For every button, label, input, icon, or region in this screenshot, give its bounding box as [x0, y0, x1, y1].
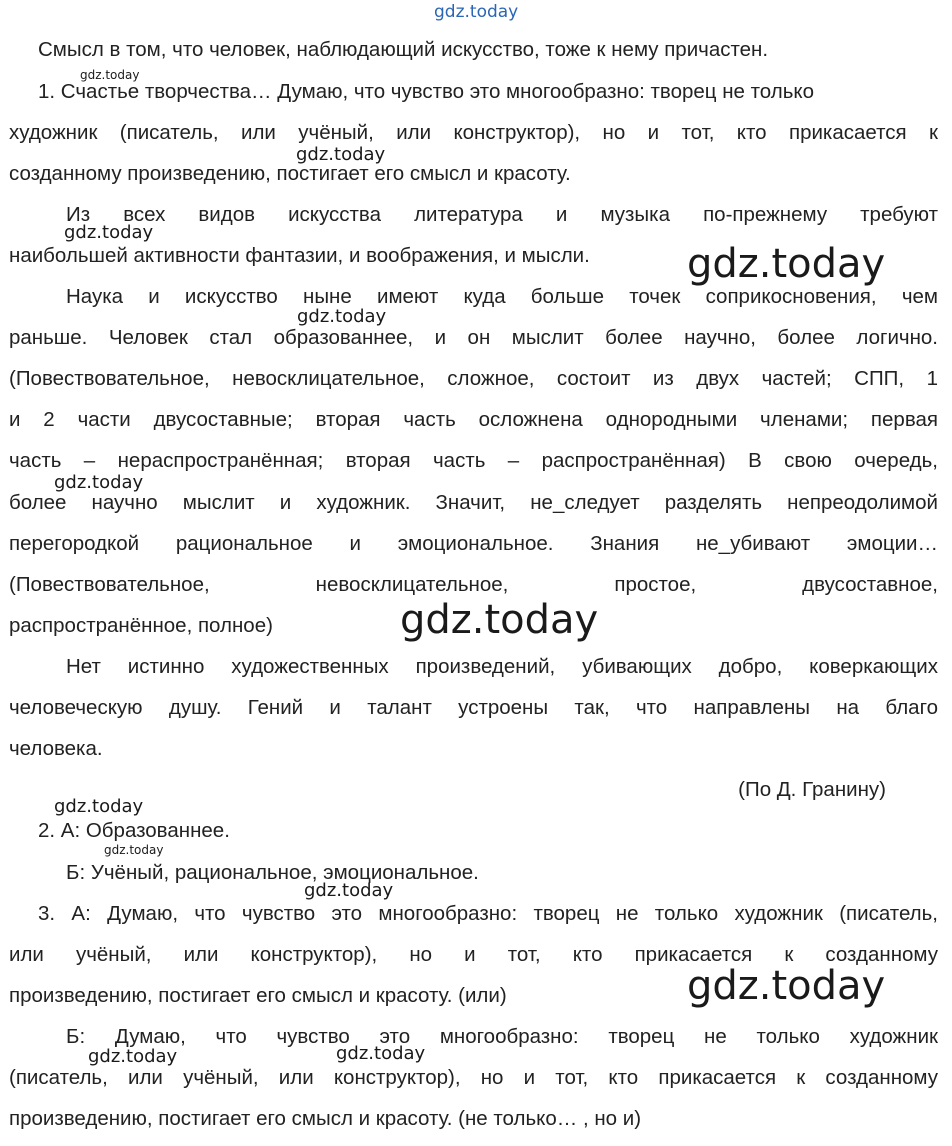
text-line-1: Смысл в том, что человек, наблюдающий искусство, тоже к нему причастен. [38, 38, 769, 61]
answer-3a-line-1: 3. А: Думаю, что чувство это многообразно: творец не только художник (писатель, [38, 902, 938, 925]
watermark-12: gdz.today [88, 1046, 178, 1067]
text-line-17: человеческую душу. Гений и талант устроены так, что направлены на благо [9, 696, 938, 719]
watermark-5: gdz.today [297, 306, 387, 327]
text-line-11: часть – нераспространённая; вторая часть – распространённая) В свою очередь, [9, 449, 938, 472]
answer-3b-line-1: Б: Думаю, что чувство это многообразно: творец не только художник [66, 1025, 938, 1048]
watermark-8: gdz.today [54, 796, 144, 817]
watermark-4: gdz.today [687, 241, 886, 287]
text-line-14: (Повествовательное, невосклицательное, простое, двусоставное, [9, 573, 938, 596]
source-attribution: (По Д. Гранину) [738, 778, 886, 801]
watermark-7: gdz.today [400, 597, 599, 643]
text-line-10: и 2 части двусоставные; вторая часть осложнена однородными членами; первая [9, 408, 938, 431]
text-line-8: раньше. Человек стал образованнее, и он мыслит более научно, более логично. [9, 326, 938, 349]
answer-2a: 2. А: Образованнее. [38, 819, 230, 842]
text-line-18: человека. [9, 737, 103, 760]
watermark-10: gdz.today [304, 880, 394, 901]
watermark-top: gdz.today [434, 2, 519, 22]
text-line-9: (Повествовательное, невосклицательное, сложное, состоит из двух частей; СПП, 1 [9, 367, 938, 390]
text-line-5: Из всех видов искусства литература и музыка по-прежнему требуют [66, 203, 938, 226]
text-line-13: перегородкой рациональное и эмоциональное. Знания не_убивают эмоции… [9, 532, 938, 555]
text-line-3: художник (писатель, или учёный, или конструктор), но и тот, кто прикасается к [9, 121, 938, 144]
watermark-2: gdz.today [296, 144, 386, 165]
answer-2b: Б: Учёный, рациональное, эмоциональное. [66, 861, 479, 884]
answer-3a-line-2: или учёный, или конструктор), но и тот, кто прикасается к созданному [9, 943, 938, 966]
text-line-2: 1. Счастье творчества… Думаю, что чувство это многообразно: творец не только [38, 80, 814, 103]
text-line-4: созданному произведению, постигает его смысл и красоту. [9, 162, 571, 185]
text-line-7: Наука и искусство ныне имеют куда больше точек соприкосновения, чем [66, 285, 938, 308]
watermark-13: gdz.today [336, 1043, 426, 1064]
text-line-6: наибольшей активности фантазии, и воображения, и мысли. [9, 244, 590, 267]
watermark-11: gdz.today [687, 963, 886, 1009]
watermark-6: gdz.today [54, 472, 144, 493]
text-line-16: Нет истинно художественных произведений, убивающих добро, коверкающих [66, 655, 938, 678]
watermark-1: gdz.today [80, 68, 140, 82]
watermark-3: gdz.today [64, 222, 154, 243]
text-line-15: распространённое, полное) [9, 614, 273, 637]
answer-3b-line-2: (писатель, или учёный, или конструктор), но и тот, кто прикасается к созданному [9, 1066, 938, 1089]
watermark-9: gdz.today [104, 843, 164, 857]
answer-3a-line-3: произведению, постигает его смысл и красоту. (или) [9, 984, 507, 1007]
answer-3b-line-3: произведению, постигает его смысл и красоту. (не только… , но и) [9, 1107, 642, 1130]
text-line-12: более научно мыслит и художник. Значит, не_следует разделять непреодолимой [9, 491, 938, 514]
